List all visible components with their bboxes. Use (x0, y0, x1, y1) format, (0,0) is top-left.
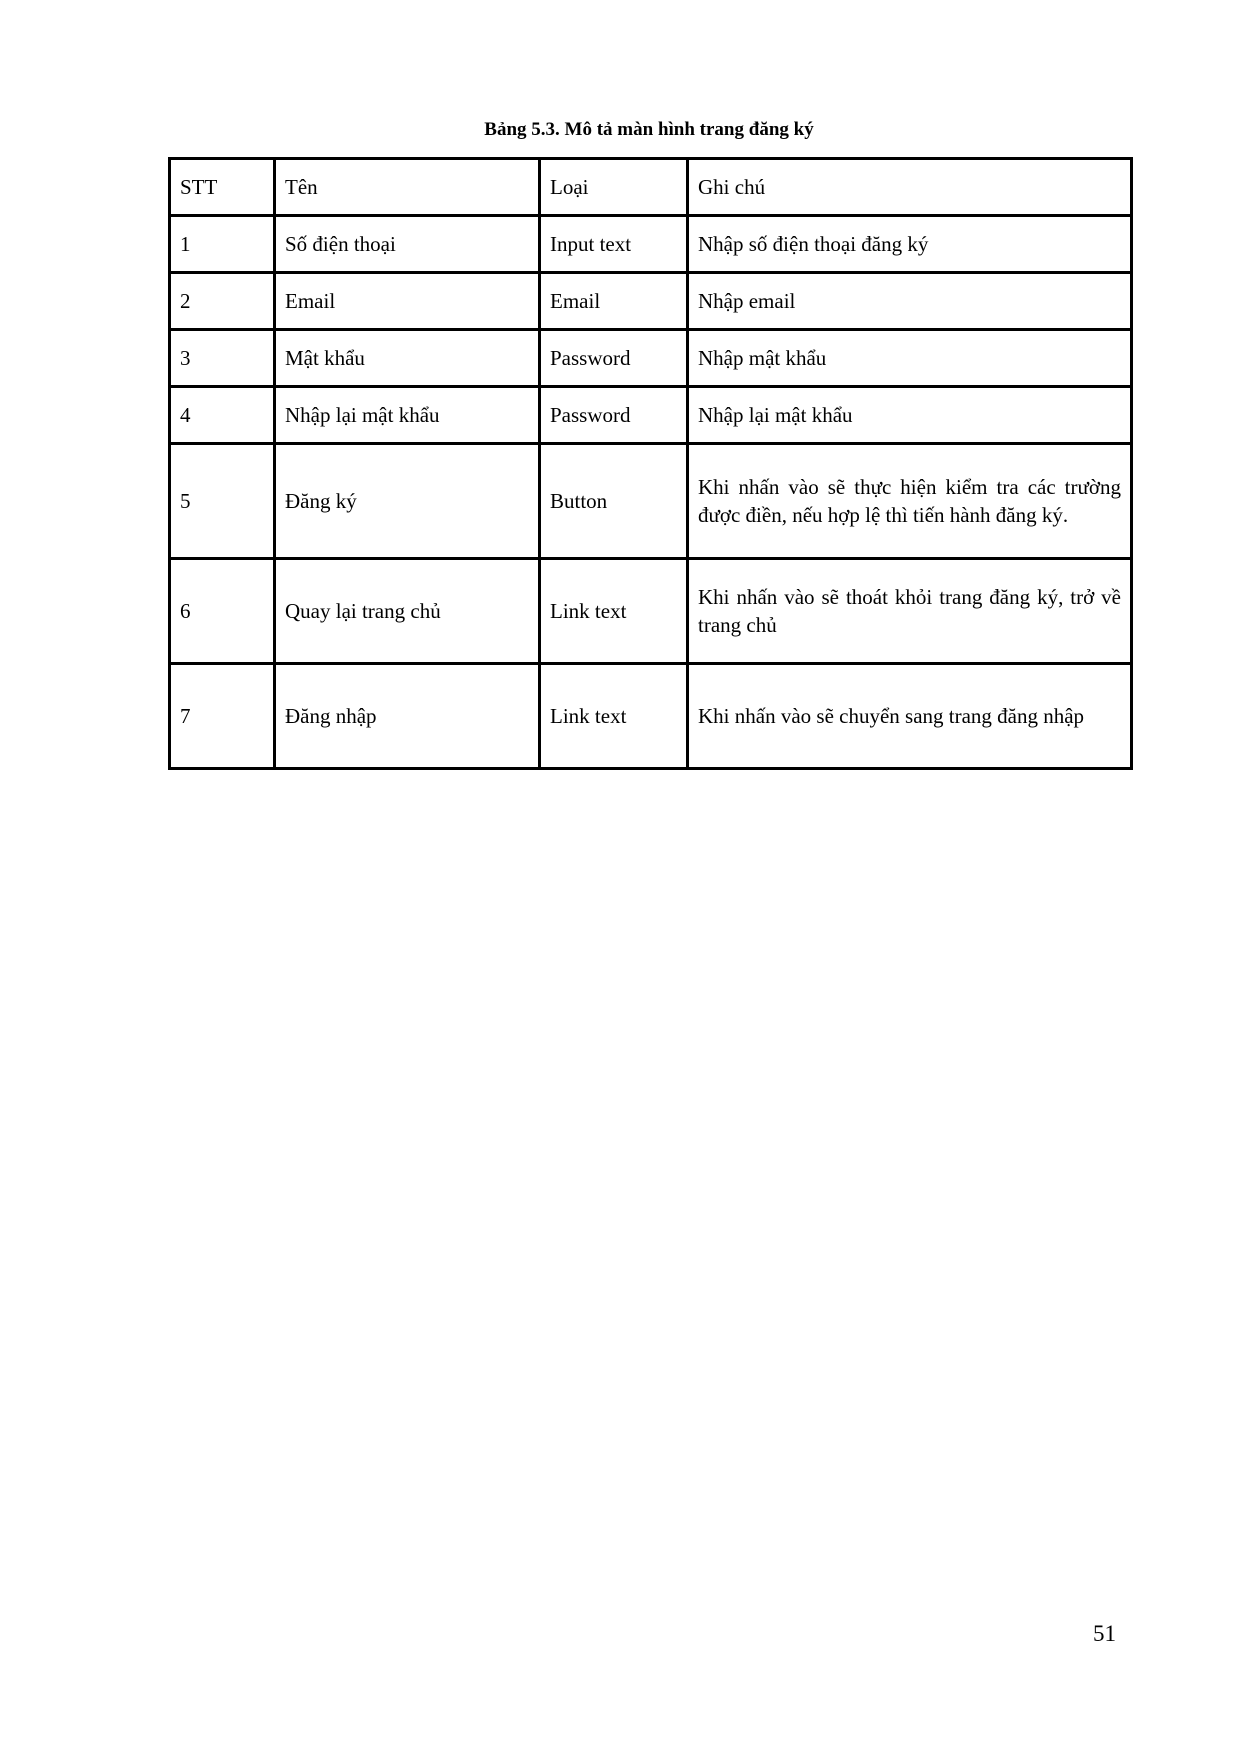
cell-ghi-chu: Nhập email (688, 273, 1132, 330)
cell-loai: Password (540, 330, 688, 387)
cell-ghi-chu: Nhập số điện thoại đăng ký (688, 216, 1132, 273)
cell-loai: Link text (540, 664, 688, 769)
cell-ghi-chu: Nhập mật khẩu (688, 330, 1132, 387)
header-stt: STT (170, 159, 275, 216)
table-row (170, 330, 1132, 387)
cell-ten: Quay lại trang chủ (275, 559, 540, 664)
cell-ten: Đăng nhập (275, 664, 540, 769)
cell-loai: Link text (540, 559, 688, 664)
cell-stt: 6 (170, 559, 275, 664)
header-loai: Loại (540, 159, 688, 216)
table-row (170, 559, 1132, 664)
cell-ten: Email (275, 273, 540, 330)
cell-ten: Số điện thoại (275, 216, 540, 273)
cell-ghi-chu: Khi nhấn vào sẽ thực hiện kiểm tra các trường được điền, nếu hợp lệ thì tiến hành đăng ký. (688, 444, 1132, 559)
cell-stt: 7 (170, 664, 275, 769)
table-row (170, 444, 1132, 559)
cell-ghi-chu: Khi nhấn vào sẽ thoát khỏi trang đăng ký, trở về trang chủ (688, 559, 1132, 664)
cell-ghi-chu: Khi nhấn vào sẽ chuyển sang trang đăng nhập (688, 664, 1132, 769)
cell-stt: 4 (170, 387, 275, 444)
cell-loai: Password (540, 387, 688, 444)
cell-ghi-chu: Nhập lại mật khẩu (688, 387, 1132, 444)
cell-loai: Email (540, 273, 688, 330)
cell-stt: 2 (170, 273, 275, 330)
header-ten: Tên (275, 159, 540, 216)
cell-ten: Nhập lại mật khẩu (275, 387, 540, 444)
cell-stt: 1 (170, 216, 275, 273)
page-number: 51 (1093, 1621, 1116, 1646)
table-row (170, 387, 1132, 444)
table-header-row (170, 159, 1132, 216)
cell-stt: 3 (170, 330, 275, 387)
cell-ten: Mật khẩu (275, 330, 540, 387)
header-ghi-chu: Ghi chú (688, 159, 1132, 216)
cell-stt: 5 (170, 444, 275, 559)
cell-loai: Input text (540, 216, 688, 273)
table-row (170, 216, 1132, 273)
table-row (170, 664, 1132, 769)
screen-description-table (168, 157, 1133, 770)
table-row (170, 273, 1132, 330)
cell-ten: Đăng ký (275, 444, 540, 559)
cell-loai: Button (540, 444, 688, 559)
table-caption: Bảng 5.3. Mô tả màn hình trang đăng ký (484, 119, 814, 140)
